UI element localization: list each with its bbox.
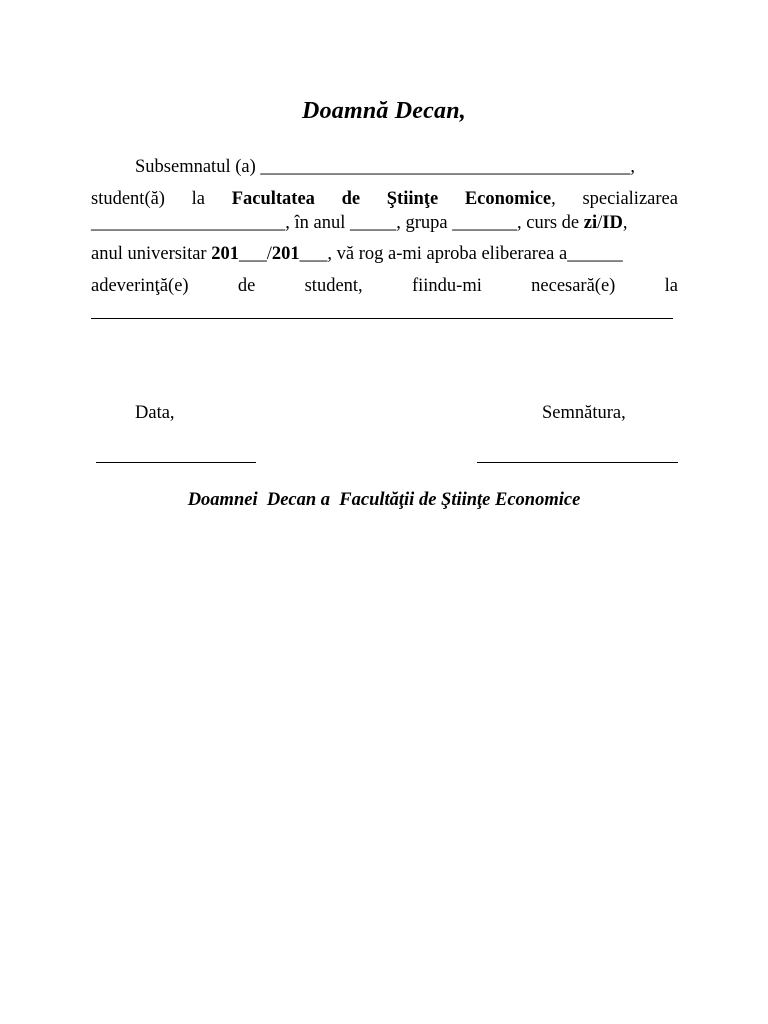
addressee-footer: Doamnei Decan a Facultăţii de Ştiinţe Economice [187,490,581,510]
word-la-2: la [664,276,678,296]
line3-end: , [622,213,628,233]
word-de-2: de [237,276,256,296]
paragraph-line-5 [91,274,678,298]
signature-label: Semnătura, [542,403,626,423]
date-blank-line [96,462,256,463]
comma: , [551,189,556,209]
course-slash: / [597,213,603,233]
word-student-2: student, [304,276,363,296]
line3-text: _____________________, în anul _____, grupa _______, curs de [91,213,584,233]
purpose-blank-line [91,318,673,319]
word-economice: Economice [464,189,552,209]
word-de: de [341,189,361,209]
paragraph-line-1: Subsemnatul (a) ________________________________________, [135,157,635,177]
word-specializarea: specializarea [582,189,678,209]
line4-end: ___, vă rog a-mi aproba eliberarea a______ [299,244,623,264]
paragraph-line-2 [91,187,678,211]
word-la: la [191,189,206,209]
course-zi: zi [583,213,598,233]
word-fiindu-mi: fiindu-mi [411,276,482,296]
course-id: ID [602,213,623,233]
signature-blank-line [477,462,678,463]
year-sep: ___/ [238,244,272,264]
word-stiinte: Ştiinţe [386,189,439,209]
date-label: Data, [135,403,175,423]
word-necesara: necesară(e) [531,276,616,296]
paragraph-line-4 [91,242,678,266]
word-economice-group [465,187,556,211]
paragraph-line-3 [91,211,678,235]
word-adeverinta: adeverinţă(e) [91,276,189,296]
word-facultatea: Facultatea [231,189,315,209]
word-student: student(ă) [91,189,165,209]
line4-text: anul universitar [91,244,212,264]
year-start: 201 [211,244,239,264]
year-end: 201 [271,244,300,264]
salutation-title: Doamnă Decan, [302,98,466,124]
